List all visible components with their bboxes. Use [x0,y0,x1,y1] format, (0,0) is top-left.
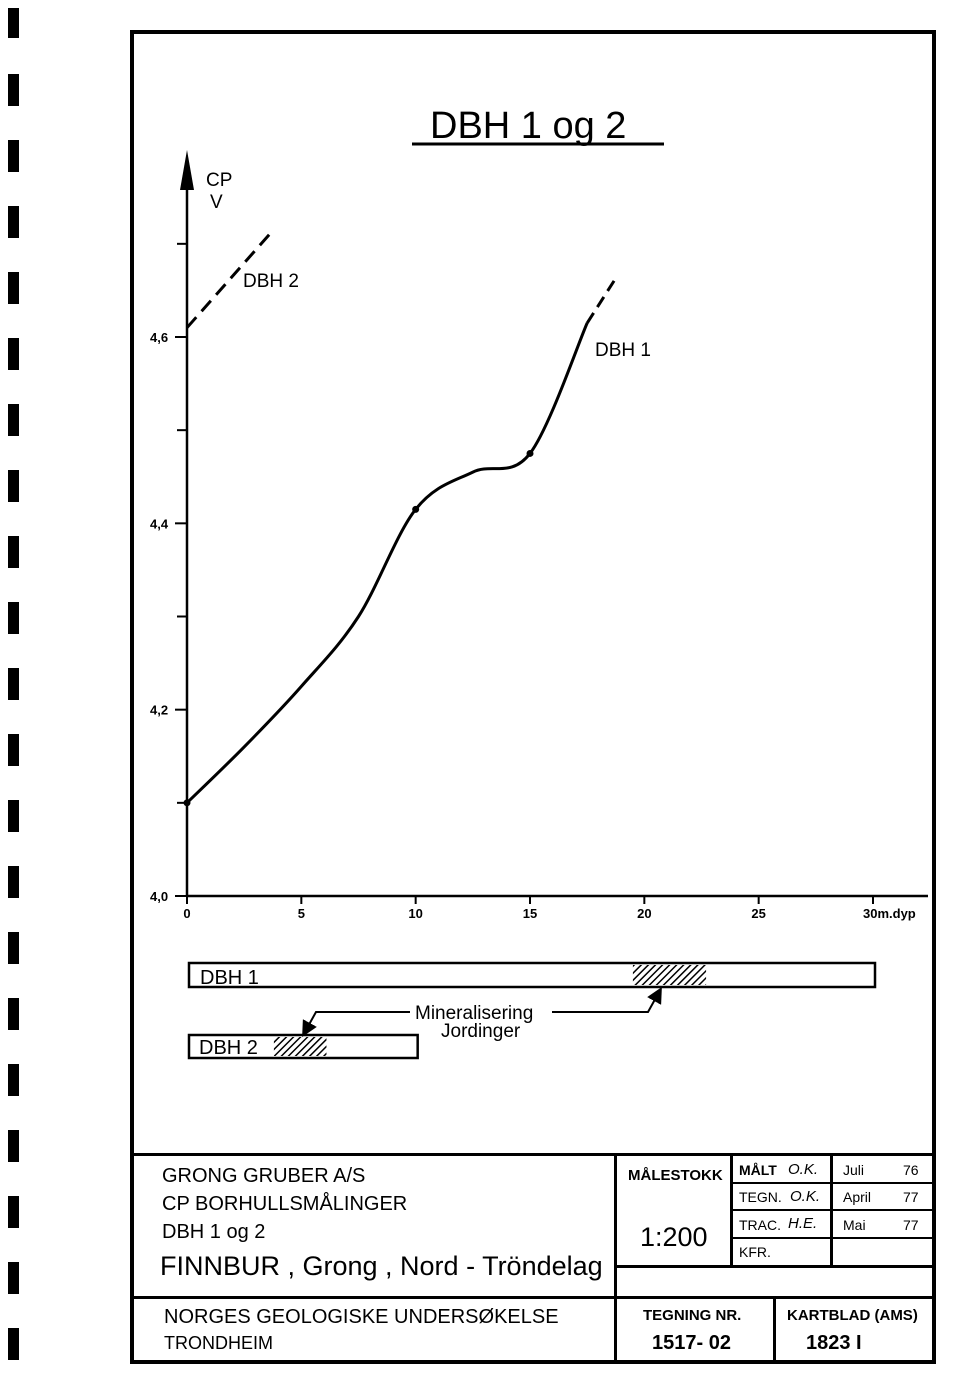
series-dbh1-extension [587,276,617,323]
role-malt: MÅLT [739,1162,777,1178]
by-trac: H.E. [788,1215,818,1232]
drawing-item: DBH 1 og 2 [162,1221,266,1243]
y-tick-label: 4,2 [150,702,169,718]
dbh2-mineralization-zone [274,1037,327,1056]
year-malt: 76 [903,1162,919,1178]
series-dbh1-point [527,450,534,457]
x-tick-label: 15 [522,906,538,921]
year-tegn: 77 [903,1189,919,1205]
x-tick-label: 10 [408,906,423,921]
role-tegn: TEGN. [739,1189,782,1205]
role-trac: TRAC. [739,1217,781,1233]
year-trac: 77 [903,1217,919,1233]
dbh1-log-label: DBH 1 [200,967,259,989]
dbh1-mineralization-zone [633,965,706,985]
chart-title: DBH 1 og 2 [430,105,627,147]
role-kfr: KFR. [739,1244,771,1260]
series-dbh1-line [187,323,587,803]
series-dbh1-point [412,506,419,513]
series-dbh1-point [184,799,191,806]
x-end-label: 30m.dyp [863,906,916,921]
x-tick-label: 5 [297,906,305,921]
drawing-subject: CP BORHULLSMÅLINGER [162,1193,408,1215]
map-sheet-label: KARTBLAD (AMS) [787,1307,918,1324]
date-trac: Mai [843,1217,866,1233]
y-axis-label: CP [206,170,233,191]
dbh1-log-bar [189,963,875,987]
date-malt: Juli [843,1162,865,1178]
y-axis-unit: V [210,192,223,213]
company-name: GRONG GRUBER A/S [162,1165,366,1187]
by-tegn: O.K. [790,1188,821,1205]
scale-value: 1:200 [640,1222,708,1252]
drawing-number: 1517- 02 [652,1332,731,1354]
dbh2-log-label: DBH 2 [199,1037,258,1059]
scale-label: MÅLESTOKK [628,1167,723,1184]
x-tick-label: 25 [751,906,766,921]
y-tick-label: 4,4 [150,516,169,532]
series-dbh1-label: DBH 1 [595,340,651,361]
institution: NORGES GEOLOGISKE UNDERSØKELSE [164,1306,559,1328]
y-axis-arrow [180,150,194,190]
drawing-number-label: TEGNING NR. [643,1307,742,1324]
map-sheet: 1823 I [806,1332,862,1354]
annotation-jordinger: Jordinger [441,1021,521,1042]
date-tegn: April [843,1189,872,1205]
x-tick-label: 20 [637,906,652,921]
x-tick-label: 0 [183,906,191,921]
annotation-arrow-dbh2 [306,1012,410,1030]
series-dbh2-label: DBH 2 [243,271,299,292]
annotation-mineralisering: Mineralisering [415,1003,534,1024]
location: FINNBUR , Grong , Nord - Tröndelag [160,1251,603,1281]
annotation-arrow-dbh1 [552,994,658,1012]
city: TRONDHEIM [164,1333,273,1353]
y-tick-label: 4,6 [150,330,169,345]
by-malt: O.K. [788,1161,819,1178]
y-tick-label: 4,0 [150,889,169,904]
